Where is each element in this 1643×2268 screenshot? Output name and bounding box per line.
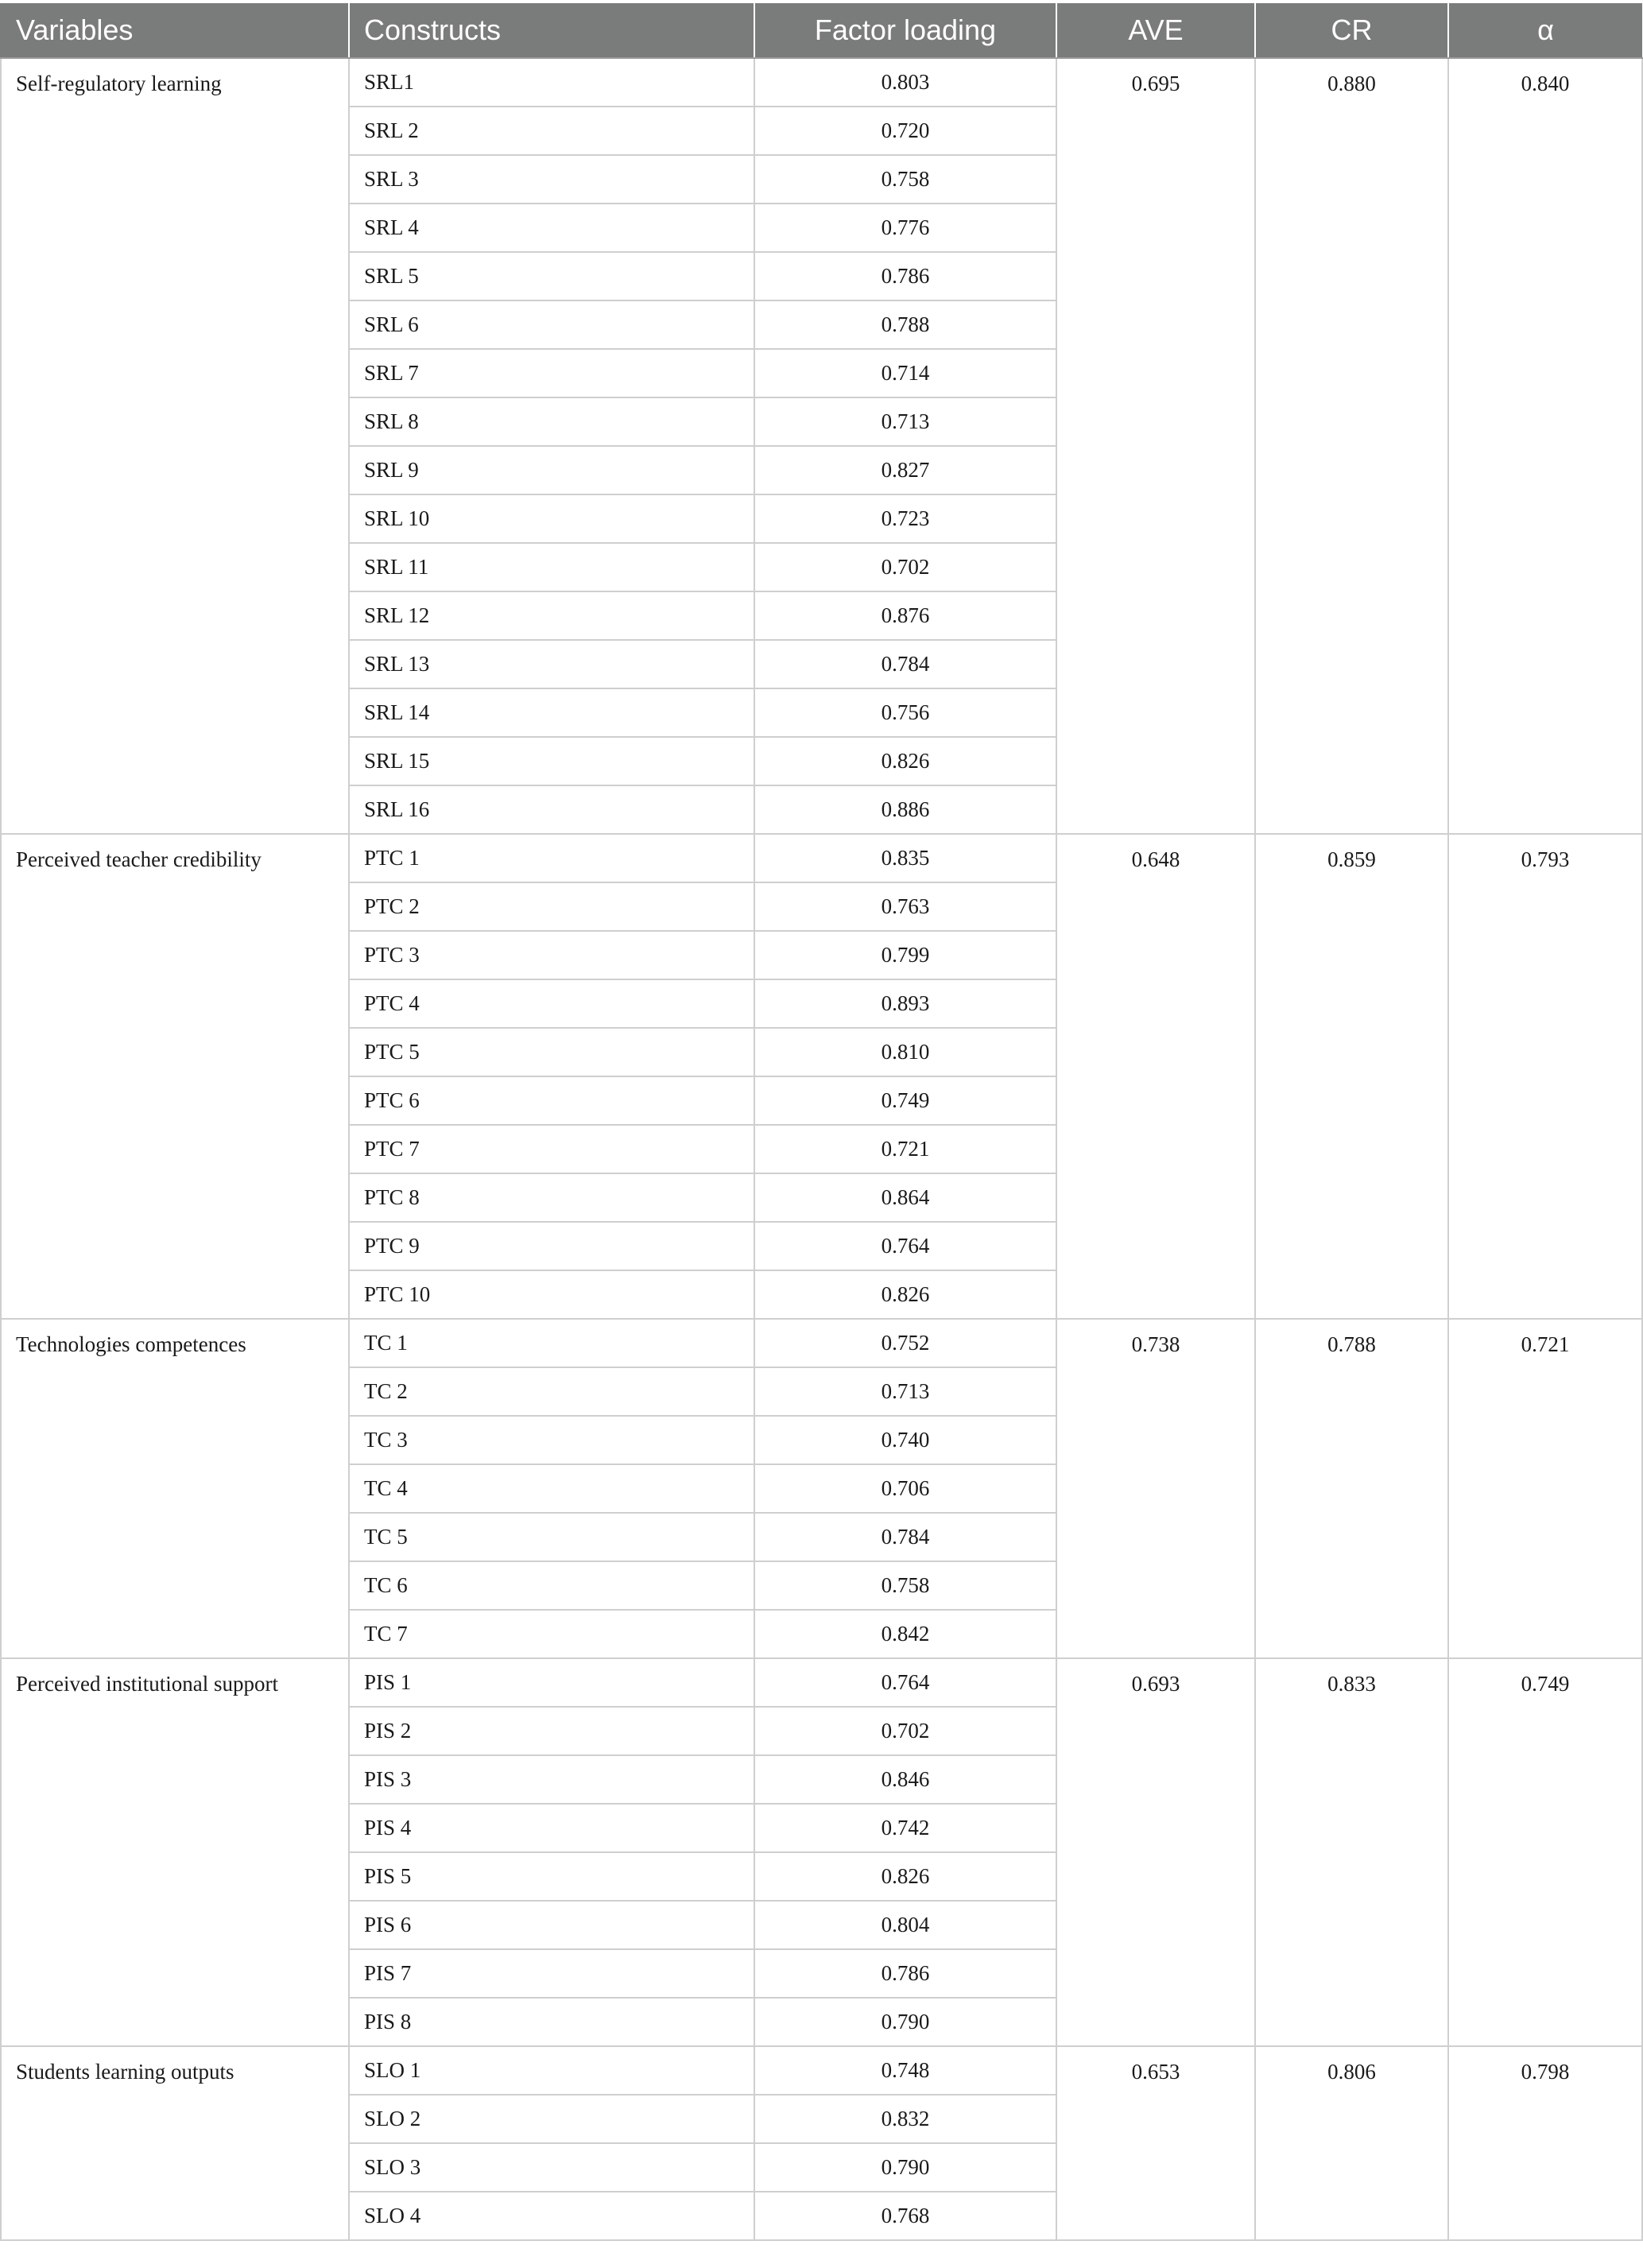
cr-cell: 0.833 <box>1255 1658 1448 2046</box>
factor-loading-cell: 0.706 <box>754 1464 1056 1513</box>
alpha-cell: 0.749 <box>1448 1658 1642 2046</box>
factor-loading-cell: 0.756 <box>754 688 1056 737</box>
factor-loading-cell: 0.702 <box>754 543 1056 591</box>
factor-loading-cell: 0.784 <box>754 640 1056 688</box>
factor-loading-cell: 0.714 <box>754 349 1056 397</box>
ave-cell: 0.648 <box>1056 834 1255 1319</box>
ave-cell: 0.695 <box>1056 58 1255 834</box>
alpha-cell: 0.721 <box>1448 1319 1642 1658</box>
construct-cell: PIS 5 <box>349 1852 754 1901</box>
factor-loading-cell: 0.810 <box>754 1028 1056 1076</box>
construct-cell: SRL 15 <box>349 737 754 785</box>
construct-cell: PTC 3 <box>349 931 754 979</box>
factor-loading-table <box>0 3 1643 2241</box>
factor-loading-cell: 0.846 <box>754 1755 1056 1804</box>
construct-cell: SRL 10 <box>349 494 754 543</box>
alpha-cell: 0.840 <box>1448 58 1642 834</box>
factor-loading-table-container <box>0 3 1641 2241</box>
construct-cell: SRL 3 <box>349 155 754 204</box>
factor-loading-cell: 0.721 <box>754 1125 1056 1173</box>
construct-cell: SRL 11 <box>349 543 754 591</box>
alpha-cell: 0.798 <box>1448 2046 1642 2240</box>
cr-cell: 0.859 <box>1255 834 1448 1319</box>
construct-cell: TC 4 <box>349 1464 754 1513</box>
factor-loading-cell: 0.799 <box>754 931 1056 979</box>
construct-cell: PIS 6 <box>349 1901 754 1949</box>
factor-loading-cell: 0.758 <box>754 155 1056 204</box>
factor-loading-cell: 0.764 <box>754 1222 1056 1270</box>
factor-loading-cell: 0.720 <box>754 107 1056 155</box>
construct-cell: PIS 1 <box>349 1658 754 1707</box>
construct-cell: TC 2 <box>349 1367 754 1416</box>
factor-loading-cell: 0.786 <box>754 252 1056 300</box>
cr-cell: 0.806 <box>1255 2046 1448 2240</box>
table-row <box>1 834 1642 882</box>
table-row <box>1 2046 1642 2095</box>
table-body <box>1 58 1642 2240</box>
factor-loading-cell: 0.713 <box>754 397 1056 446</box>
construct-cell: PTC 6 <box>349 1076 754 1125</box>
construct-cell: PTC 7 <box>349 1125 754 1173</box>
factor-loading-cell: 0.835 <box>754 834 1056 882</box>
construct-cell: PTC 10 <box>349 1270 754 1319</box>
construct-cell: SRL 16 <box>349 785 754 834</box>
factor-loading-cell: 0.702 <box>754 1707 1056 1755</box>
construct-cell: PIS 7 <box>349 1949 754 1998</box>
construct-cell: SLO 3 <box>349 2143 754 2192</box>
factor-loading-cell: 0.826 <box>754 1270 1056 1319</box>
factor-loading-cell: 0.842 <box>754 1610 1056 1658</box>
construct-cell: TC 7 <box>349 1610 754 1658</box>
factor-loading-cell: 0.763 <box>754 882 1056 931</box>
variable-cell: Self-regulatory learning <box>1 58 349 834</box>
header-alpha: α <box>1448 3 1642 58</box>
factor-loading-cell: 0.768 <box>754 2192 1056 2240</box>
header-variables: Variables <box>1 3 349 58</box>
construct-cell: PTC 4 <box>349 979 754 1028</box>
factor-loading-cell: 0.886 <box>754 785 1056 834</box>
table-row <box>1 58 1642 107</box>
factor-loading-cell: 0.827 <box>754 446 1056 494</box>
factor-loading-cell: 0.758 <box>754 1561 1056 1610</box>
construct-cell: SRL1 <box>349 58 754 107</box>
cr-cell: 0.880 <box>1255 58 1448 834</box>
factor-loading-cell: 0.786 <box>754 1949 1056 1998</box>
factor-loading-cell: 0.804 <box>754 1901 1056 1949</box>
factor-loading-cell: 0.742 <box>754 1804 1056 1852</box>
table-header <box>1 3 1642 58</box>
construct-cell: SRL 4 <box>349 204 754 252</box>
construct-cell: TC 5 <box>349 1513 754 1561</box>
construct-cell: PTC 1 <box>349 834 754 882</box>
factor-loading-cell: 0.740 <box>754 1416 1056 1464</box>
factor-loading-cell: 0.752 <box>754 1319 1056 1367</box>
factor-loading-cell: 0.788 <box>754 300 1056 349</box>
header-cr: CR <box>1255 3 1448 58</box>
factor-loading-cell: 0.749 <box>754 1076 1056 1125</box>
construct-cell: SRL 9 <box>349 446 754 494</box>
construct-cell: SLO 2 <box>349 2095 754 2143</box>
factor-loading-cell: 0.803 <box>754 58 1056 107</box>
construct-cell: PIS 4 <box>349 1804 754 1852</box>
variable-cell: Students learning outputs <box>1 2046 349 2240</box>
construct-cell: SRL 13 <box>349 640 754 688</box>
factor-loading-cell: 0.864 <box>754 1173 1056 1222</box>
variable-cell: Perceived teacher credibility <box>1 834 349 1319</box>
header-constructs: Constructs <box>349 3 754 58</box>
construct-cell: TC 1 <box>349 1319 754 1367</box>
header-row <box>1 3 1642 58</box>
factor-loading-cell: 0.832 <box>754 2095 1056 2143</box>
ave-cell: 0.693 <box>1056 1658 1255 2046</box>
factor-loading-cell: 0.764 <box>754 1658 1056 1707</box>
factor-loading-cell: 0.826 <box>754 737 1056 785</box>
ave-cell: 0.738 <box>1056 1319 1255 1658</box>
construct-cell: SRL 8 <box>349 397 754 446</box>
construct-cell: SRL 12 <box>349 591 754 640</box>
factor-loading-cell: 0.713 <box>754 1367 1056 1416</box>
construct-cell: SRL 5 <box>349 252 754 300</box>
factor-loading-cell: 0.723 <box>754 494 1056 543</box>
construct-cell: PTC 5 <box>349 1028 754 1076</box>
construct-cell: TC 6 <box>349 1561 754 1610</box>
table-row <box>1 1658 1642 1707</box>
construct-cell: PTC 8 <box>349 1173 754 1222</box>
construct-cell: PTC 2 <box>349 882 754 931</box>
construct-cell: SRL 2 <box>349 107 754 155</box>
factor-loading-cell: 0.790 <box>754 1998 1056 2046</box>
construct-cell: TC 3 <box>349 1416 754 1464</box>
factor-loading-cell: 0.776 <box>754 204 1056 252</box>
construct-cell: PIS 2 <box>349 1707 754 1755</box>
factor-loading-cell: 0.790 <box>754 2143 1056 2192</box>
factor-loading-cell: 0.893 <box>754 979 1056 1028</box>
construct-cell: SRL 7 <box>349 349 754 397</box>
construct-cell: SLO 4 <box>349 2192 754 2240</box>
factor-loading-cell: 0.784 <box>754 1513 1056 1561</box>
construct-cell: SLO 1 <box>349 2046 754 2095</box>
construct-cell: PIS 3 <box>349 1755 754 1804</box>
construct-cell: PIS 8 <box>349 1998 754 2046</box>
ave-cell: 0.653 <box>1056 2046 1255 2240</box>
variable-cell: Perceived institutional support <box>1 1658 349 2046</box>
construct-cell: PTC 9 <box>349 1222 754 1270</box>
variable-cell: Technologies competences <box>1 1319 349 1658</box>
alpha-cell: 0.793 <box>1448 834 1642 1319</box>
construct-cell: SRL 14 <box>349 688 754 737</box>
factor-loading-cell: 0.748 <box>754 2046 1056 2095</box>
header-factor-loading: Factor loading <box>754 3 1056 58</box>
construct-cell: SRL 6 <box>349 300 754 349</box>
cr-cell: 0.788 <box>1255 1319 1448 1658</box>
factor-loading-cell: 0.876 <box>754 591 1056 640</box>
table-row <box>1 1319 1642 1367</box>
header-ave: AVE <box>1056 3 1255 58</box>
factor-loading-cell: 0.826 <box>754 1852 1056 1901</box>
